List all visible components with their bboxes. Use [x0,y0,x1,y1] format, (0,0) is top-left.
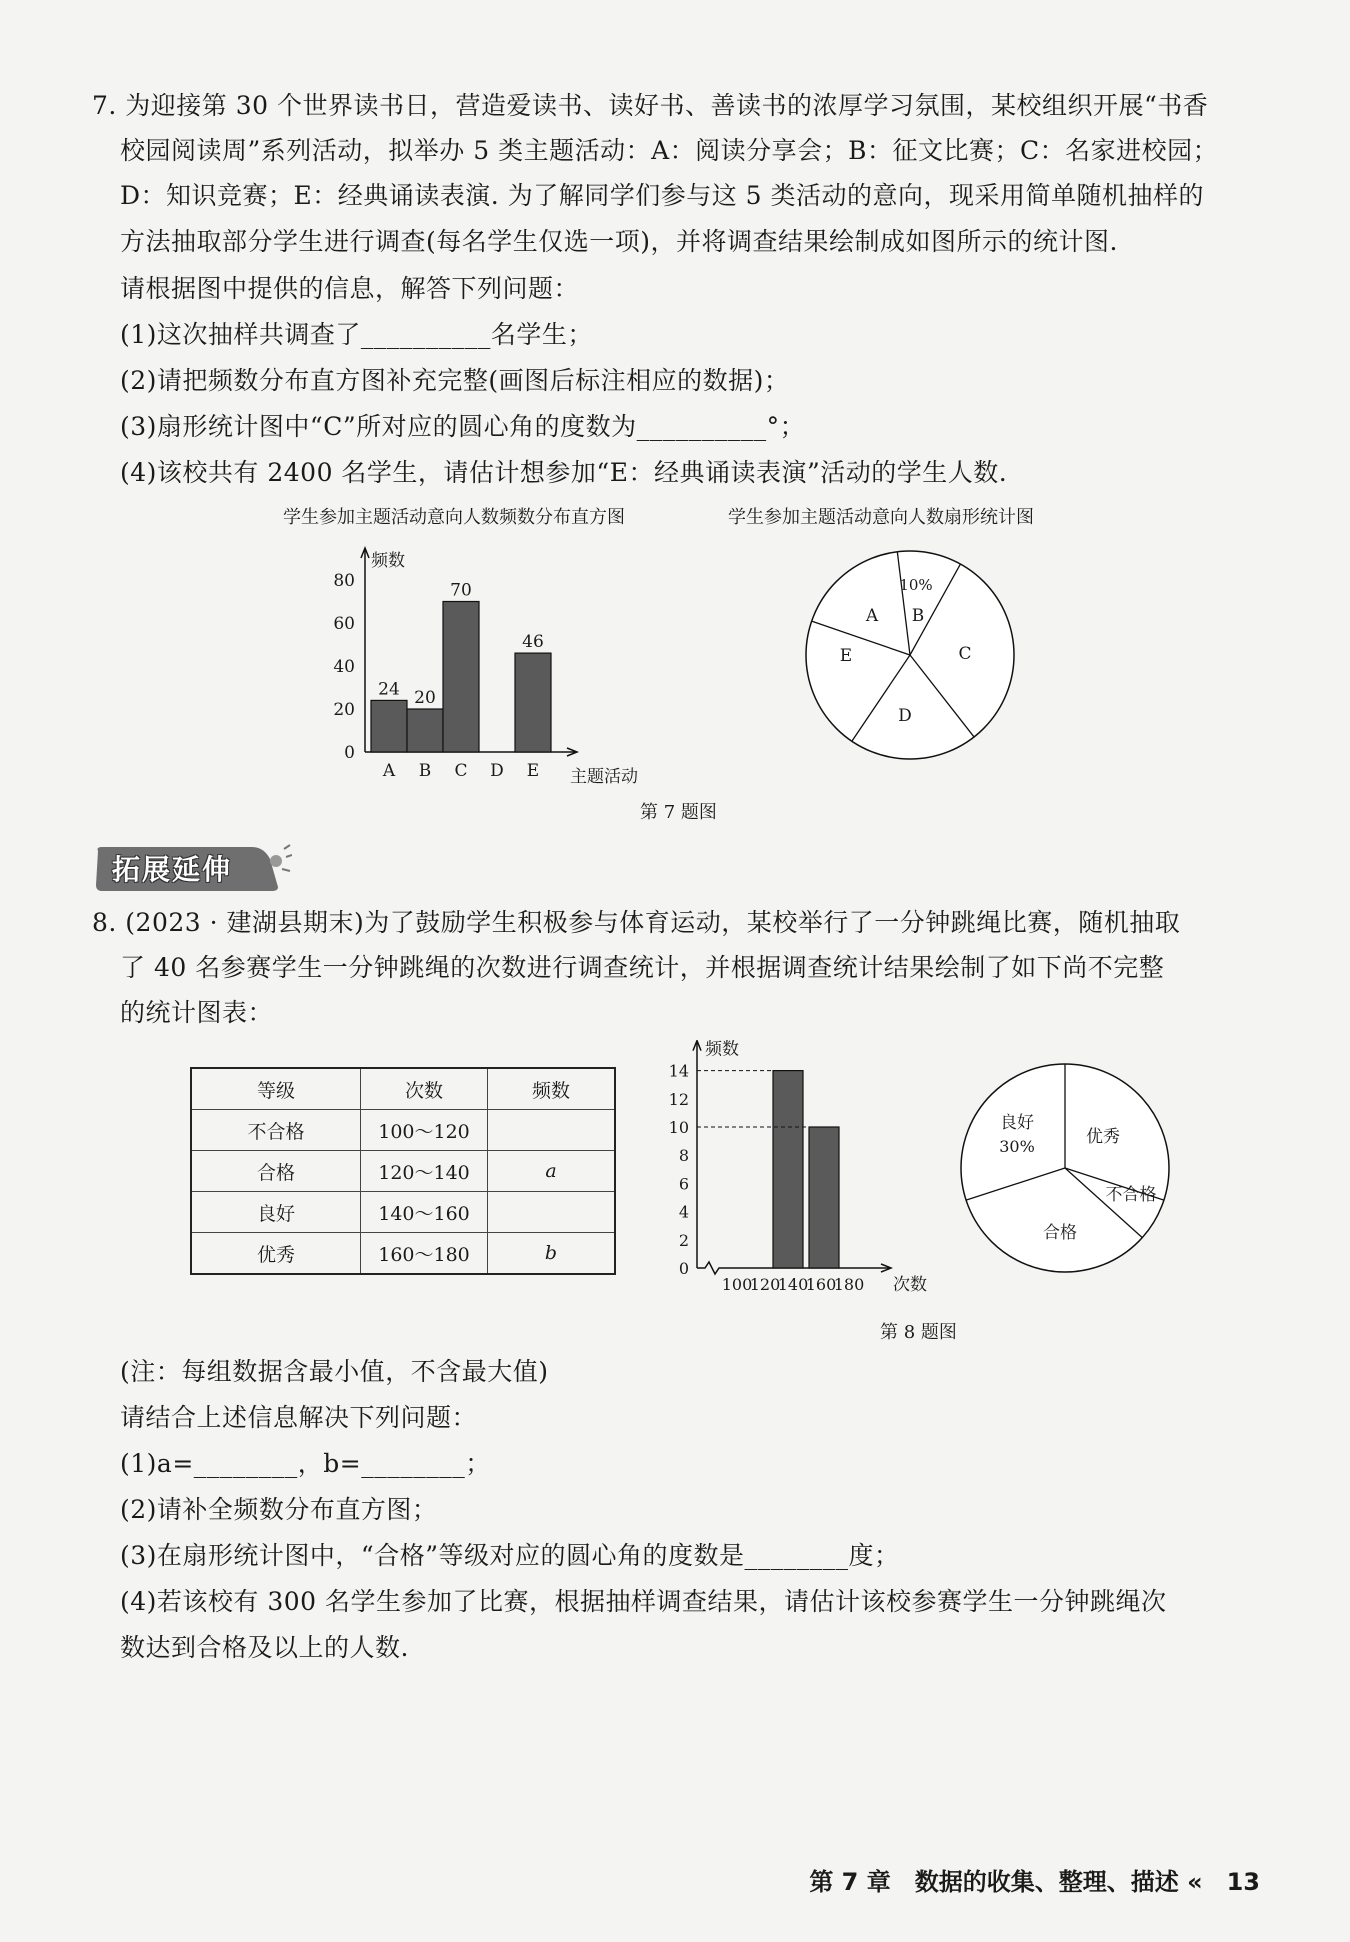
x-tick-label: D [490,761,504,781]
y-tick-label: 8 [678,1146,689,1166]
histogram-bar [443,602,479,753]
y-axis-label: 频数 [371,551,405,571]
y-tick-label: 4 [678,1202,689,1222]
q7-line-6: (1)这次抽样共调查了__________名学生； [120,320,593,349]
pie-slice-label: D [898,706,912,726]
q7-figure-caption: 第 7 题图 [640,802,717,823]
pie-slice-label: A [865,606,879,626]
table-row [191,1110,615,1151]
bar-data-label: 46 [522,632,544,653]
y-tick-label: 20 [333,700,355,720]
pie-percent-label: 10% [899,576,933,594]
pie-slice-label: B [911,606,925,626]
x-tick-label: 140 [777,1275,809,1294]
table-cell: 120～140 [361,1151,488,1192]
pie-slice-label: 合格 [1043,1223,1077,1243]
y-tick-label: 0 [678,1259,689,1278]
q8-part-2: (2)请补全频数分布直方图； [120,1495,438,1524]
pie-slice-label: 不合格 [1105,1185,1157,1205]
q7-line-4: 方法抽取部分学生进行调查(每名学生仅选一项)，并将调查结果绘制成如图所示的统计图. [120,227,1118,256]
bar-data-label: 20 [414,688,436,708]
q8-pie-chart [955,1058,1175,1278]
section-banner-label: 拓展延伸 [112,853,233,886]
q8-line-2: 了 40 名参赛学生一分钟跳绳的次数进行调查统计，并根据调查统计结果绘制了如下尚不完整 [120,953,1165,982]
table-cell: 合格 [191,1151,361,1192]
q8-part-3: (3)在扇形统计图中，“合格”等级对应的圆心角的度数是________度； [120,1541,900,1570]
q7-line-3: D：知识竞赛；E：经典诵读表演. 为了解同学们参与这 5 类活动的意向，现采用简单随机抽样的 [120,181,1204,210]
x-tick-label: B [418,761,432,781]
q8-part-4-line-1: (4)若该校有 300 名学生参加了比赛，根据抽样调查结果，请估计该校参赛学生一分钟跳绳次 [120,1587,1167,1616]
x-tick-label: 100 [721,1275,753,1294]
x-tick-label: 160 [805,1275,837,1294]
table-cell [488,1110,616,1151]
table-cell: 140～160 [361,1192,488,1233]
y-tick-label: 60 [333,614,355,634]
table-cell: 优秀 [191,1233,361,1275]
bar-data-label: 70 [450,580,472,601]
table-header-cell: 次数 [361,1068,488,1110]
x-axis-label: 次数 [893,1275,927,1295]
table-row [191,1192,615,1233]
q8-prompt: 请结合上述信息解决下列问题： [120,1403,478,1432]
q8-line-3: 的统计图表： [120,998,274,1027]
table-header-cell: 频数 [488,1068,616,1110]
page-footer: 第 7 章 数据的收集、整理、描述 « 13 [809,1868,1260,1896]
table-cell: a [488,1151,616,1192]
q7-line-7: (2)请把频数分布直方图补充完整(画图后标注相应的数据)； [120,366,790,395]
table-cell: 良好 [191,1192,361,1233]
x-axis-label: 主题活动 [570,767,638,787]
y-tick-label: 80 [333,571,355,591]
table-cell: 100～120 [361,1110,488,1151]
q7-line-5: 请根据图中提供的信息，解答下列问题： [120,274,580,303]
q7-pie-title: 学生参加主题活动意向人数扇形统计图 [728,507,1034,528]
y-tick-label: 10 [668,1118,689,1137]
pie-slice-label: C [958,644,972,664]
histogram-bar [371,700,407,752]
y-tick-label: 14 [668,1061,689,1081]
q7-line-1: 7. 为迎接第 30 个世界读书日，营造爱读书、读好书、善读书的浓厚学习氛围，某校组织开展“书香 [92,91,1209,120]
pie-percent-label: 30% [999,1137,1035,1156]
x-tick-label: C [454,761,468,781]
table-header-row [191,1068,615,1110]
y-tick-label: 40 [333,657,355,677]
q8-histogram [655,1040,955,1300]
q8-part-1: (1)a=________，b=________； [120,1449,491,1478]
pie-slice-label: E [839,646,853,666]
q7-line-2: 校园阅读周”系列活动，拟举办 5 类主题活动：A：阅读分享会；B：征文比赛；C：名家进校园； [120,136,1219,165]
table-header-cell: 等级 [191,1068,361,1110]
q8-figure-caption: 第 8 题图 [880,1322,957,1343]
histogram-bar [407,709,443,752]
x-tick-label: A [382,761,396,781]
q7-line-9: (4)该校共有 2400 名学生，请估计想参加“E：经典诵读表演”活动的学生人数. [120,458,1008,487]
histogram-bar [773,1071,803,1268]
table-cell [488,1192,616,1233]
q8-part-4-line-2: 数达到合格及以上的人数. [120,1633,409,1662]
y-tick-label: 0 [344,743,355,763]
table-cell: 160～180 [361,1233,488,1275]
q7-histogram-title: 学生参加主题活动意向人数频数分布直方图 [283,507,625,528]
x-tick-label: E [526,761,540,781]
table-row [191,1151,615,1192]
table-cell: b [488,1233,616,1275]
table-cell: 不合格 [191,1110,361,1151]
histogram-bar [809,1127,839,1268]
q8-line-1: 8. (2023 · 建湖县期末)为了鼓励学生积极参与体育运动，某校举行了一分钟跳绳比赛，随机抽取 [92,908,1181,937]
bar-data-label: 24 [378,679,400,700]
y-tick-label: 2 [678,1230,689,1250]
pie-slice-label: 良好 [1000,1113,1034,1133]
grade-table [190,1067,616,1275]
q7-pie-chart [800,545,1020,765]
histogram-bar [515,653,551,752]
x-tick-label: 120 [749,1275,781,1294]
y-tick-label: 6 [678,1174,689,1194]
y-tick-label: 12 [668,1089,689,1109]
y-axis-label: 频数 [705,1040,739,1060]
table-row [191,1233,615,1275]
q8-note: (注：每组数据含最小值，不含最大值) [120,1357,549,1386]
x-tick-label: 180 [833,1275,865,1294]
pie-slice-label: 优秀 [1086,1127,1120,1147]
q7-line-8: (3)扇形统计图中“C”所对应的圆心角的度数为__________°； [120,412,806,441]
q7-histogram [290,530,670,790]
